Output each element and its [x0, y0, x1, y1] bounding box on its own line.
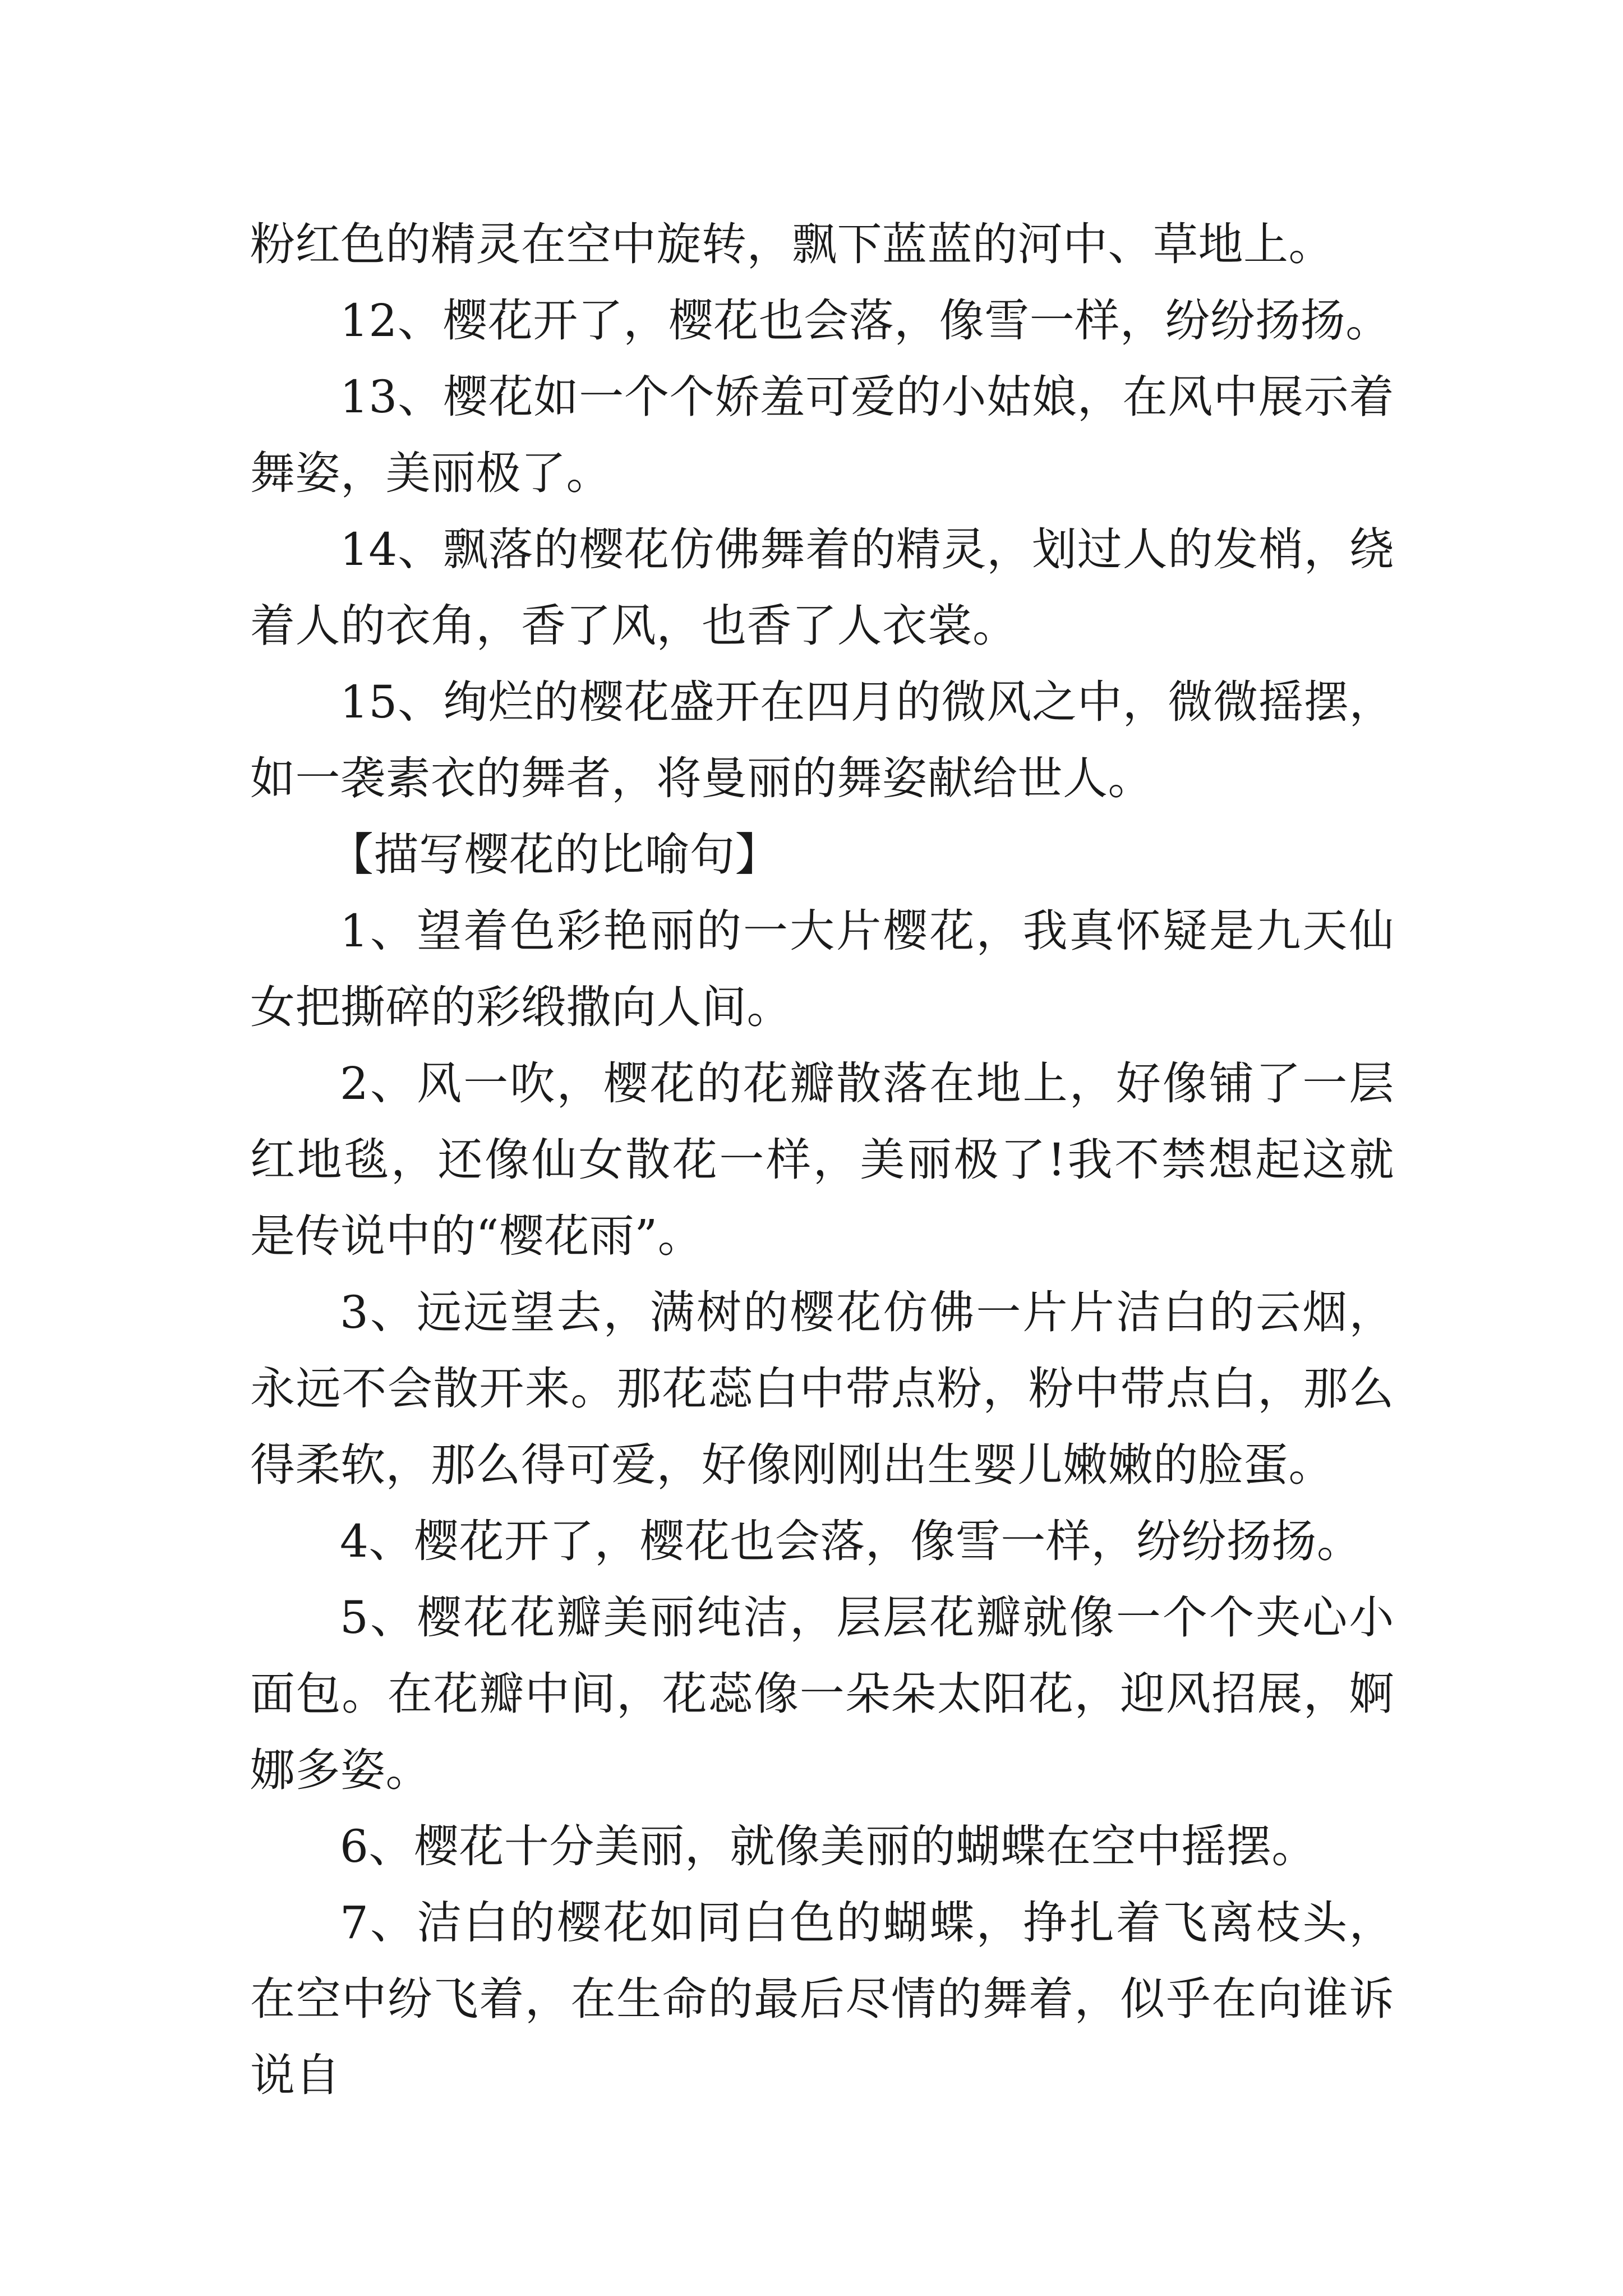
simile-item: 3、远远望去，满树的樱花仿佛一片片洁白的云烟，永远不会散开来。那花蕊白中带点粉，粉中带点白，那么得柔软，那么得可爱，好像刚刚出生婴儿嫩嫩的脸蛋。: [250, 1286, 1394, 1491]
paragraph: 12、樱花开了，樱花也会落，像雪一样，纷纷扬扬。: [340, 295, 1391, 347]
paragraph: 13、樱花如一个个娇羞可爱的小姑娘，在风中展示着舞姿，美丽极了。: [250, 371, 1394, 499]
simile-item: 4、樱花开了，樱花也会落，像雪一样，纷纷扬扬。: [340, 1515, 1362, 1567]
paragraph: 15、绚烂的樱花盛开在四月的微风之中，微微摇摆，如一袭素衣的舞者，将曼丽的舞姿献给世人。: [250, 676, 1394, 804]
simile-item: 7、洁白的樱花如同白色的蝴蝶，挣扎着飞离枝头，在空中纷飞着，在生命的最后尽情的舞着，似乎在向谁诉说自: [250, 1897, 1394, 2101]
simile-item: 6、樱花十分美丽，就像美丽的蝴蝶在空中摇摆。: [340, 1820, 1317, 1872]
simile-item: 5、樱花花瓣美丽纯洁，层层花瓣就像一个个夹心小面包。在花瓣中间，花蕊像一朵朵太阳花，迎风招展，婀娜多姿。: [250, 1591, 1394, 1796]
simile-item: 1、望着色彩艳丽的一大片樱花，我真怀疑是九天仙女把撕碎的彩缎撒向人间。: [250, 905, 1394, 1033]
paragraph: 粉红色的精灵在空中旋转，飘下蓝蓝的河中、草地上。: [250, 218, 1334, 270]
paragraph: 14、飘落的樱花仿佛舞着的精灵，划过人的发梢，绕着人的衣角，香了风，也香了人衣裳。: [250, 523, 1394, 652]
section-heading: 【描写樱花的比喻句】: [329, 829, 780, 881]
document-body: [250, 206, 1394, 2114]
simile-item: 2、风一吹，樱花的花瓣散落在地上，好像铺了一层红地毯，还像仙女散花一样，美丽极了!我不禁想起这就是传说中的“樱花雨”。: [250, 1057, 1394, 1262]
